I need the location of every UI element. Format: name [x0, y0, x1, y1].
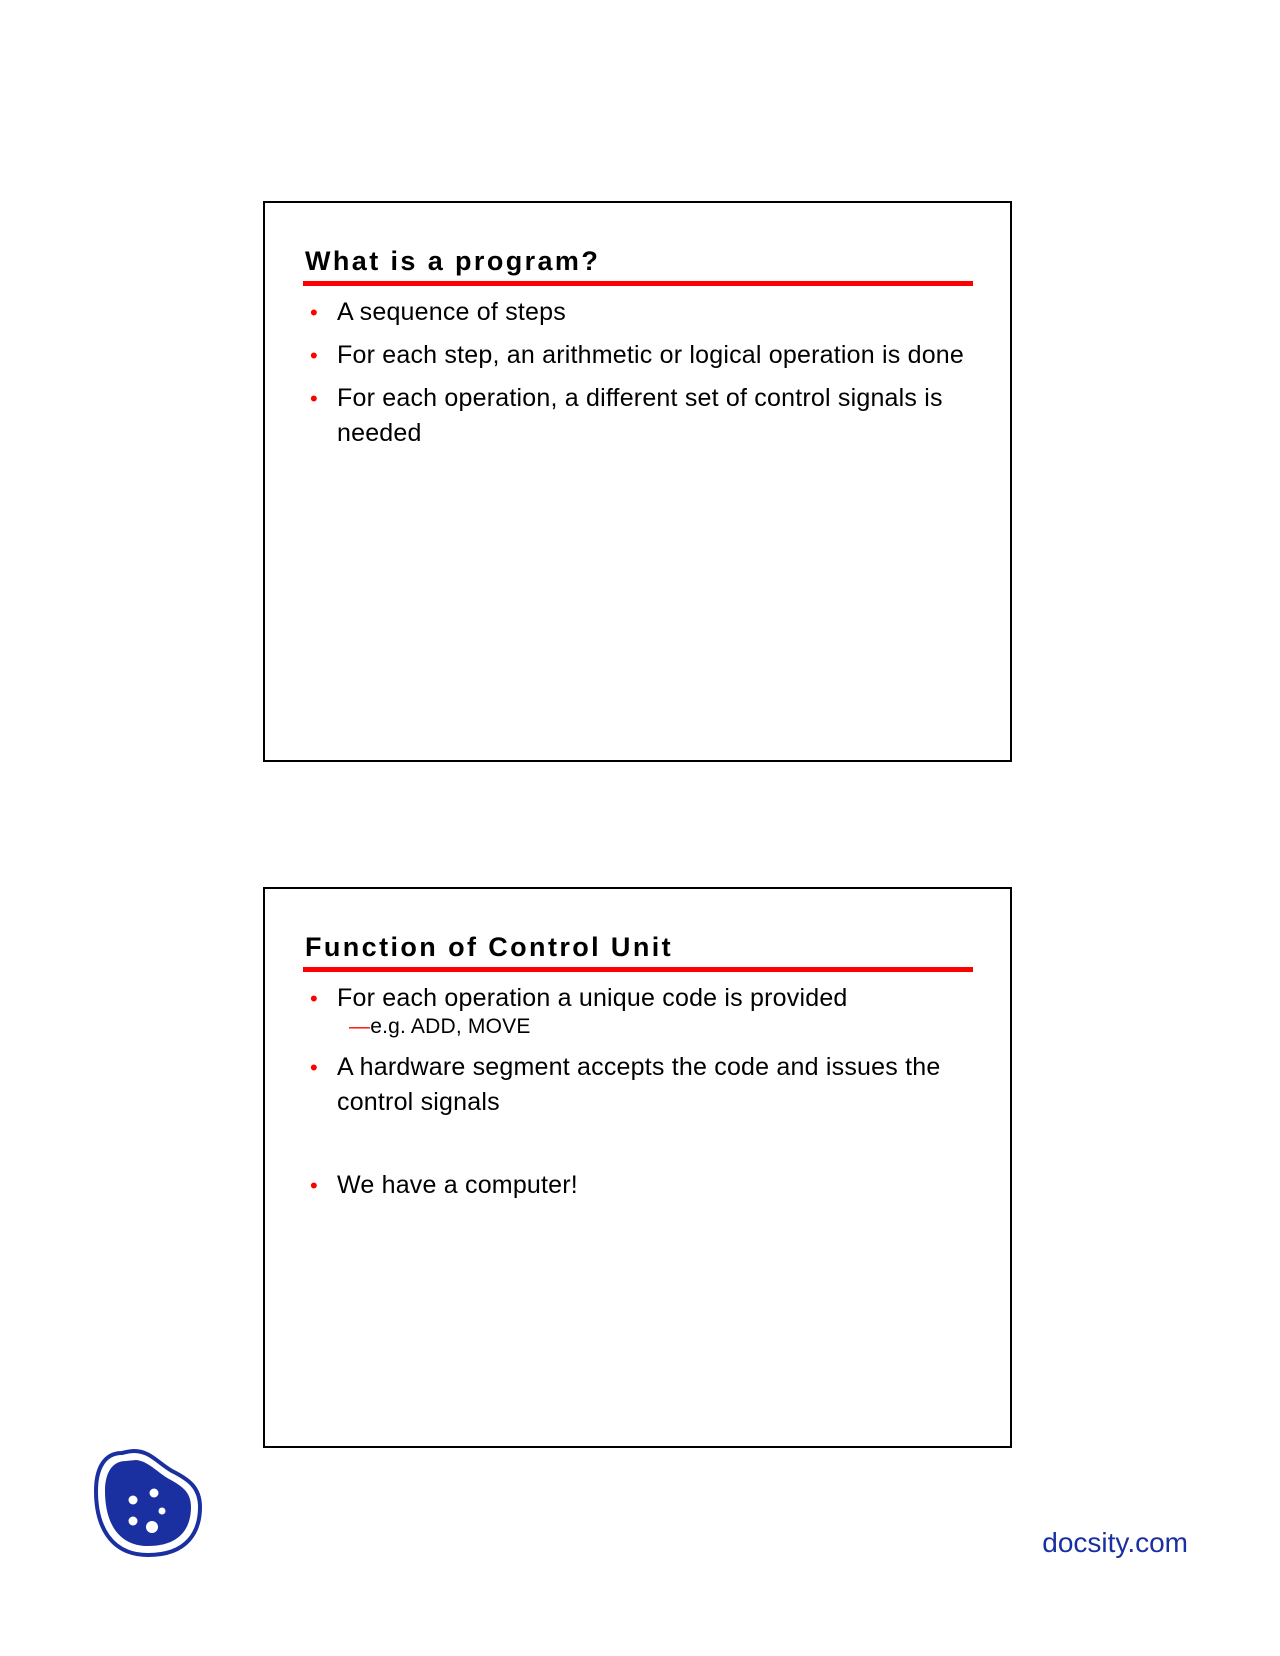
list-item: [305, 1050, 965, 1120]
bullet-text: A hardware segment accepts the code and issues the control signals: [337, 1053, 941, 1116]
title-underline: [303, 967, 973, 972]
bullet-icon: •: [310, 300, 318, 325]
slide-function-of-control-unit: [263, 887, 1012, 1448]
bullet-icon: •: [310, 343, 318, 368]
bullet-text: We have a computer!: [337, 1171, 578, 1199]
list-item: [305, 1168, 965, 1203]
docsity-logo-icon[interactable]: [92, 1445, 204, 1559]
docsity-link[interactable]: docsity.com: [1042, 1527, 1188, 1558]
slide-title: Function of Control Unit: [305, 932, 674, 962]
bullet-text: For each operation, a different set of control signals is needed: [337, 384, 943, 447]
bullet-text: For each step, an arithmetic or logical operation is done: [337, 341, 965, 369]
sub-item-text: e.g. ADD, MOVE: [370, 1015, 531, 1038]
list-item: [305, 381, 965, 451]
bullet-list: [305, 295, 965, 459]
list-item: [305, 295, 965, 330]
dash-icon: —: [349, 1015, 371, 1038]
slide-title: What is a program?: [305, 246, 601, 276]
bullet-icon: •: [310, 386, 318, 411]
bullet-list: [305, 981, 965, 1211]
bullet-icon: •: [310, 986, 318, 1011]
bullet-icon: •: [310, 1055, 318, 1080]
title-underline: [303, 281, 973, 286]
bullet-icon: •: [310, 1173, 318, 1198]
spacer: [305, 1128, 965, 1168]
sub-list-item: [349, 1012, 965, 1042]
list-item: [305, 338, 965, 373]
list-item: [305, 981, 965, 1042]
bullet-text: For each operation a unique code is provided: [337, 984, 848, 1012]
slide-what-is-a-program: [263, 201, 1012, 762]
bullet-text: A sequence of steps: [337, 298, 566, 326]
